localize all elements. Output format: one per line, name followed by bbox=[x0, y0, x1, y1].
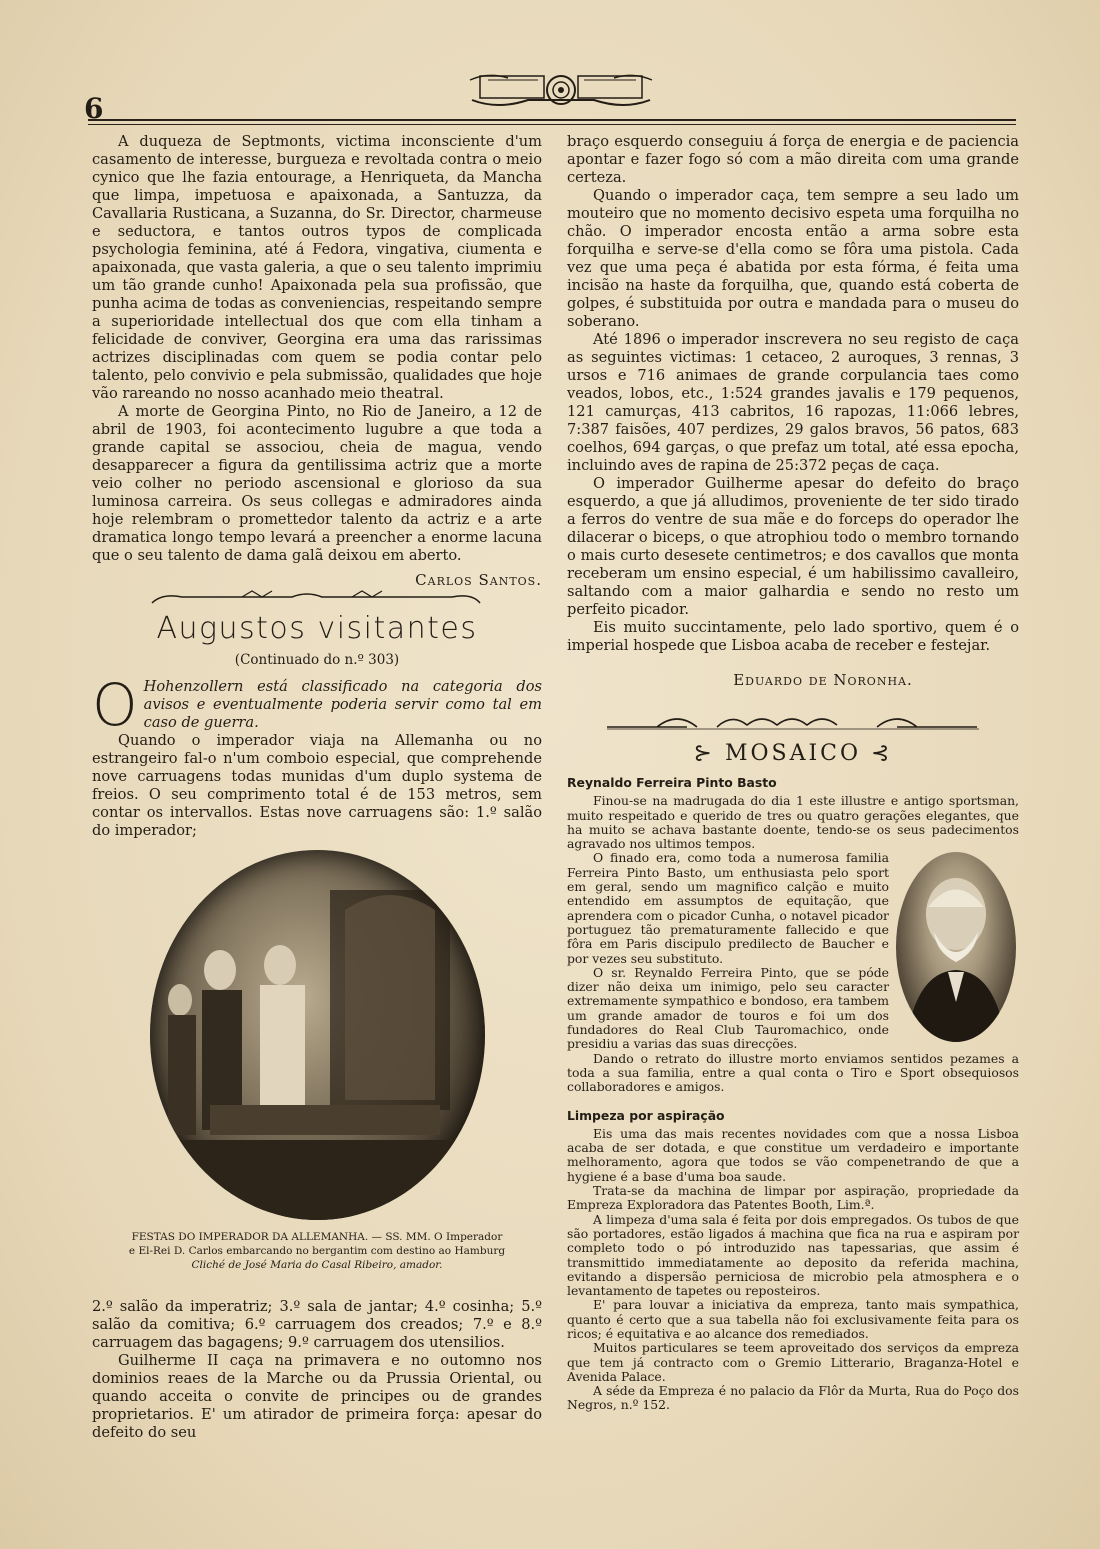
paragraph: 2.º salão da imperatriz; 3.º sala de jantar; 4.º cosinha; 5.º salão da comitiva; 6.º carruagem dos creados; 7.º e 8.º carruagem das bagagens; 9.º carruagem dos utensilios. bbox=[92, 1298, 542, 1351]
portrait-reynaldo bbox=[896, 852, 1016, 1042]
paragraph: O finado era, como toda a numerosa familia Ferreira Pinto Basto, um enthusiasta pelo sport em geral, sendo um magnifico calção e muito entendido em assumptos de equitação, que aprendera com o picador Cunha, o notavel picador portuguez tão prematuramente fallecido e que fôra em Paris discipulo predilecto de Baucher e por vezes seu substituto. bbox=[567, 850, 889, 966]
caption-line: FESTAS DO IMPERADOR DA ALLEMANHA. — SS. MM. O Imperador bbox=[131, 1231, 503, 1243]
paragraph: O imperador Guilherme apesar do defeito do braço esquerdo, a que já alludimos, proveniente de ter sido tirado a ferros do ventre de sua mãe e do forceps do operador lhe dilacerar o biceps, o que atrophiou todo o membro tornando o mais curto desesete centimetros; e dos cavallos que monta receberam um ensino especial, é um habilissimo cavalleiro, saltando com a maior galhardia e sendo no resto um perfeito picador. bbox=[567, 475, 1019, 618]
caption-credit-text: Cliché de José Maria do Casal Ribeiro, amador. bbox=[191, 1259, 443, 1271]
section-heading: Limpeza por aspiração bbox=[567, 1107, 725, 1123]
left-column-top bbox=[92, 133, 542, 840]
paragraph: Dando o retrato do illustre morto enviamos sentidos pezames a toda a sua familia, entre a qual conta o Tiro e Sport obsequiosos collaboradores e amigos. bbox=[567, 1050, 1019, 1095]
photo-figures-icon bbox=[150, 850, 485, 1220]
left-flourish-icon: ⊱ bbox=[693, 741, 715, 766]
paragraph: A limpeza d'uma sala é feita por dois empregados. Os tubos de que são portadores, estão ligados á machina que fica na rua e aspiram por completo todo o pó introduzido nas tapessarias, que assim é transmittido immediatamente ao deposito da referida machina, evitando a dispersão perniciosa de microbio pela atmosphera e o levantamento de tapetes ou reposteiros. bbox=[567, 1211, 1019, 1299]
paragraph: A séde da Empreza é no palacio da Flôr da Murta, Rua do Poço dos Negros, n.º 152. bbox=[567, 1383, 1019, 1413]
paragraph: Eis muito succintamente, pelo lado sportivo, quem é o imperial hospede que Lisboa acaba de receber e festejar. bbox=[567, 619, 1019, 654]
drop-cap: O bbox=[92, 671, 138, 739]
paragraph: A duqueza de Septmonts, victima inconsciente d'um casamento de interesse, burgueza e revoltada contra o meio cynico que lhe fazia entourage, a Henriqueta, da Mancha que limpa, impetuosa e apaixonada, a Santuzza, da Cavallaria Rusticana, a Suzanna, do Sr. Director, charmeuse e seductora, e tantos outros typos de complicada psychologia feminina, até á Fedora, vingativa, ciumenta e apaixonada, que vasta galeria, a que o seu talento imprimiu um tão grande cunho! Apaixonada pela sua profissão, que punha acima de todas as conveniencias, respeitando sempre a superioridade intellectual dos que com ella tinham a felicidade de conviver, Georgina era uma das rarissimas actrizes disciplinadas com quem se podia contar pelo talento, pelo convivio e pela submissão, qualidades que hoje vão rareando no nosso acanhado meio theatral. bbox=[92, 133, 542, 402]
paragraph: O sr. Reynaldo Ferreira Pinto, que se póde dizer não deixa um inimigo, pelo seu caracter extremamente sympathico e bondoso, era tambem um grande amador de touros e foi um dos fundadores do Real Club Tauromachico, onde presidiu a varias das suas direcções. bbox=[567, 964, 889, 1052]
ornament-divider-icon bbox=[92, 589, 542, 611]
paragraph: Muitos particulares se teem aproveitado dos serviços da empreza que tem já contracto com o Gremio Litterario, Braganza-Hotel e Avenida Palace. bbox=[567, 1340, 1019, 1384]
signature: Carlos Santos. bbox=[415, 571, 542, 589]
portrait-figure-icon bbox=[896, 852, 1016, 1042]
caption-credit bbox=[92, 1258, 542, 1272]
paragraph: Finou-se na madrugada do dia 1 este illustre e antigo sportsman, muito respeitado e querido de tres ou quatro gerações elegantes, que ha muito se achava bastante doente, tendo-se os seus padecimentos agravado nos ultimos tempos. bbox=[567, 793, 1019, 852]
paragraph: braço esquerdo conseguiu á força de energia e de paciencia apontar e fazer fogo só com a mão direita com uma grande certeza. bbox=[567, 133, 1019, 186]
paragraph: Trata-se da machina de limpar por aspiração, propriedade da Empreza Exploradora das Patentes Booth, Lim.ª. bbox=[567, 1183, 1019, 1213]
header-rule-thin bbox=[88, 124, 1016, 125]
paragraph: A morte de Georgina Pinto, no Rio de Janeiro, a 12 de abril de 1903, foi acontecimento lugubre a que toda a grande capital se associou, cheia de magua, vendo desapparecer a figura da gentilissima actriz que a morte veio colher no periodo ascensional e glorioso da sua luminosa carreira. Os seus collegas e admiradores ainda hoje relembram o promettedor talento da actriz e a arte dramatica longo tempo levará a preencher a enorme lacuna que o seu talento de dama galã deixou em aberto. bbox=[92, 403, 542, 564]
paragraph: Eis uma das mais recentes novidades com que a nossa Lisboa acaba de ser dotada, e que constitue um verdadeiro e importante melhoramento, agora que todos se vão compenetrando de que a hygiene é a base d'uma boa saude. bbox=[567, 1125, 1019, 1184]
paragraph: Quando o imperador caça, tem sempre a seu lado um mouteiro que no momento decisivo espeta uma forquilha no chão. O imperador encosta então a arma sobre esta forquilha e serve-se d'ella como se fôra uma pistola. Cada vez que uma peça é abatida por esta fórma, é feita uma incisão na haste da forquilha, que, quando está coberta de golpes, é substituida por outra e mandada para o museu do soberano. bbox=[567, 187, 1019, 330]
mosaico-label: MOSAICO bbox=[724, 741, 862, 766]
paragraph: Guilherme II caça na primavera e no outomno nos dominios reaes de la Marche ou da Prussia Oriental, ou quando acceita o convite de principes ou de grandes proprietarios. E' um atirador de primeira força: apesar do defeito do seu bbox=[92, 1352, 542, 1441]
page-number: 6 bbox=[84, 92, 104, 125]
photo-caption bbox=[92, 1230, 542, 1272]
article-title: Augustos visitantes bbox=[156, 611, 478, 646]
right-flourish-icon: ⊰ bbox=[871, 741, 893, 766]
right-column bbox=[567, 133, 1019, 1413]
ornament-divider-icon bbox=[567, 703, 1019, 733]
signature: Eduardo de Noronha. bbox=[733, 671, 913, 689]
left-column-bottom bbox=[92, 1298, 542, 1442]
paragraph bbox=[92, 671, 542, 739]
masthead-emblem-icon bbox=[468, 70, 654, 110]
ship-name: Hohenzollern está classificado na categoria dos avisos e eventualmente poderia servir como tal em caso de guerra. bbox=[143, 678, 542, 731]
header-rule bbox=[88, 119, 1016, 121]
section-heading: Reynaldo Ferreira Pinto Basto bbox=[567, 775, 777, 790]
photo-emperor-king bbox=[150, 850, 485, 1220]
section-title-mosaico bbox=[567, 741, 1019, 766]
paragraph: Quando o imperador viaja na Allemanha ou no estrangeiro fal-o n'um comboio especial, que comprehende nove carruagens todas munidas d'um duplo systema de freios. O seu comprimento total é de 153 metros, sem contar os intervallos. Estas nove carruagens são: 1.º salão do imperador; bbox=[92, 732, 542, 839]
caption-line: e El-Rei D. Carlos embarcando no bergantim com destino ao Hamburg bbox=[128, 1245, 506, 1257]
paragraph: Até 1896 o imperador inscrevera no seu registo de caça as seguintes victimas: 1 cetaceo, 2 auroques, 3 rennas, 3 ursos e 716 animaes de grande corpulancia taes como veados, lobos, etc., 1:524 grandes javalis e 179 pequenos, 121 camurças, 413 cabritos, 16 rapozas, 11:066 lebres, 7:387 faisões, 407 perdizes, 29 galos bravos, 56 patos, 683 coelhos, 694 garças, o que prefaz um total, até essa epocha, incluindo aves de rapina de 25:372 peças de caça. bbox=[567, 331, 1019, 474]
masthead-logo bbox=[468, 70, 654, 110]
article-subtitle: (Continuado do n.º 303) bbox=[234, 652, 400, 668]
paragraph: E' para louvar a iniciativa da empreza, tanto mais sympathica, quanto é certo que a sua tabella não foi exclusivamente feita para os ricos; é equitativa e ao alcance dos remediados. bbox=[567, 1297, 1019, 1341]
